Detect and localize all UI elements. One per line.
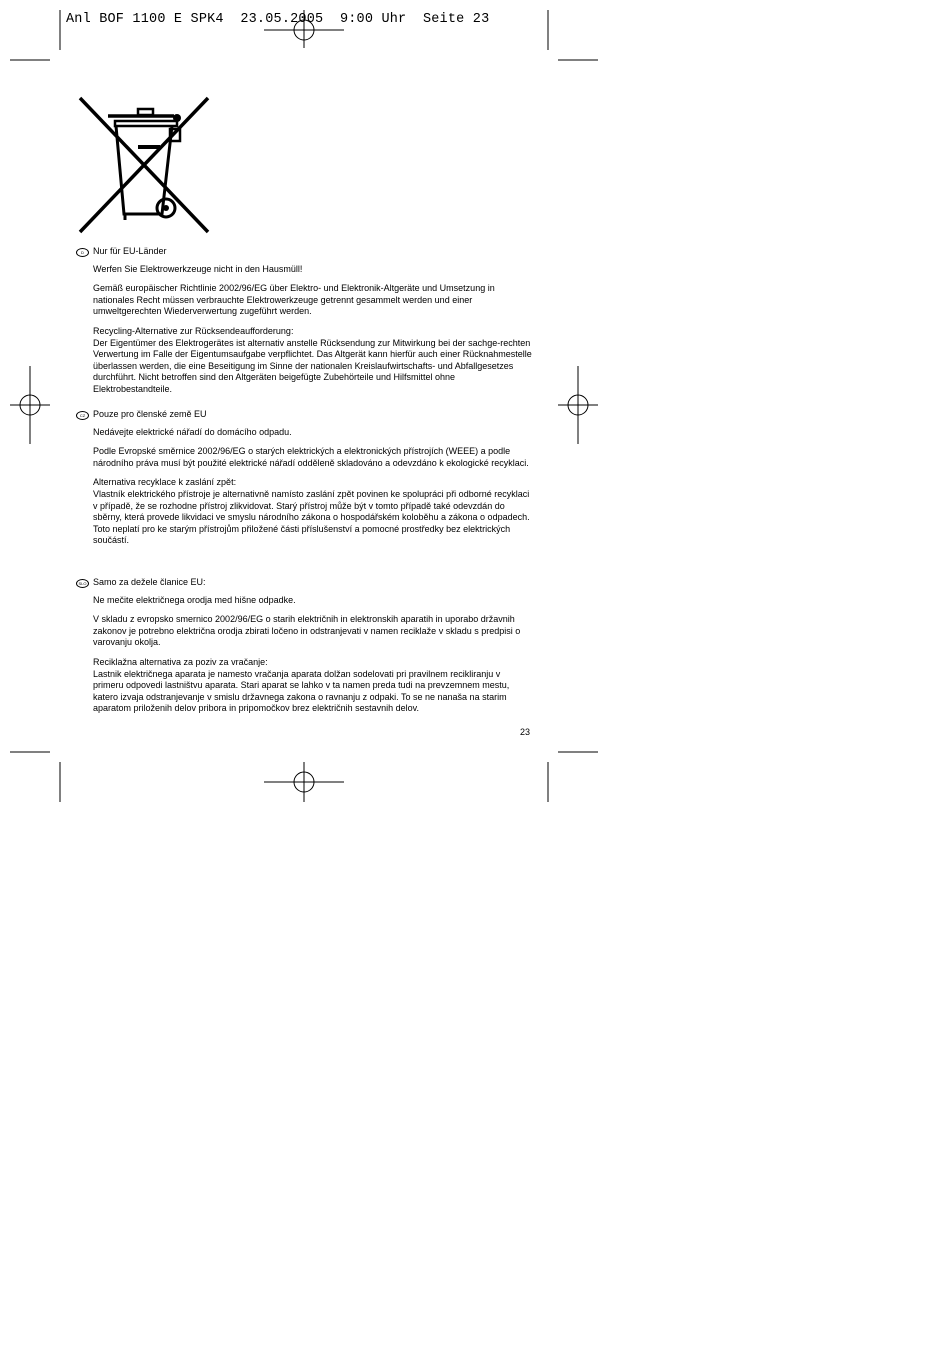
- section-warning: Werfen Sie Elektrowerkzeuge nicht in den Hausmüll!: [93, 263, 303, 274]
- section-heading: Samo za dežele članice EU:: [93, 577, 206, 587]
- section-subheading: Reciklažna alternativa za poziv za vračanje:: [93, 656, 268, 667]
- language-flag-slo: SLO: [76, 579, 89, 588]
- section-heading: Pouze pro členské země EU: [93, 409, 207, 419]
- section-paragraph: Gemäß europäischer Richtlinie 2002/96/EG über Elektro- und Elektronik-Altgeräte und Umsetzung in nationales Recht müssen verbrauchte Elektrowerkzeuge getrennt gesammelt werden und einer umweltgerechten Wiederverwertung zugeführt werden.: [93, 283, 495, 317]
- section-paragraph: Podle Evropské směrnice 2002/96/EG o starých elektrických a elektronických přístrojích (WEEE) a podle národního práva musí být použité elektrické nářadí odděleně skladováno a odevzdáno k ekologické recyklaci.: [93, 446, 529, 468]
- section-heading: Nur für EU-Länder: [93, 246, 167, 256]
- section-subheading: Recycling-Alternative zur Rücksendeaufforderung:: [93, 325, 294, 336]
- language-flag-de: D: [76, 248, 89, 257]
- section-subheading: Alternativa recyklace k zaslání zpět:: [93, 477, 237, 488]
- section-de: [93, 246, 533, 396]
- print-header: Anl BOF 1100 E SPK4 23.05.2005 9:00 Uhr Seite 23: [66, 12, 490, 27]
- section-warning: Nedávejte elektrické nářadí do domácího odpadu.: [93, 426, 292, 437]
- section-paragraph: Lastnik električnega aparata je namesto vračanja aparata dolžan sodelovati pri pravilnem recikliranju v primeru odpovedi lastništvu aparata. Stari aparat se lahko v ta namen preda tudi na prevzemnem mestu, katero izvaja odstranjevanje v smislu državnega zakona o ravnanju z odpaki. To se ne nanaša na starim aparatom priloženih delov pribora in pripomočkov brez električnih sestavnih delov.: [93, 668, 510, 714]
- language-flag-cz: CZ: [76, 411, 89, 420]
- section-cz: [93, 409, 533, 547]
- crossed-out-wheelie-bin-icon: [78, 96, 210, 234]
- section-slo: [93, 577, 533, 715]
- section-paragraph: Vlastník elektrického přístroje je alternativně namísto zaslání zpět povinen ke spolupráci při odborné recyklaci v případě, že se rozhodne přístroj zlikvidovat. Starý přístroj může být v tomto případě také odevzdán do sběrny, která provede likvidaci ve smyslu národního zákona o hospodářském koloběhu a zákona o odpadech. Toto neplatí pro ke starým přístrojům přiložené části příslušenství a pomocné prostředky bez elektrických součástí.: [93, 488, 530, 546]
- section-paragraph: V skladu z evropsko smernico 2002/96/EG o starih električnih in elektronskih aparatih in uporabo državnih zakonov je potrebno električna orodja zbirati ločeno in odstranjevati v namen reciklaže v skladu s predpisi o varovanju okolja.: [93, 614, 521, 648]
- section-warning: Ne mečite električnega orodja med hišne odpadke.: [93, 594, 296, 605]
- page-number: 23: [520, 727, 531, 737]
- section-paragraph: Der Eigentümer des Elektrogerätes ist alternativ anstelle Rücksendung zur Mitwirkung bei der sachge-rechten Verwertung im Falle der Eigentumsaufgabe verpflichtet. Das Altgerät kann hierfür auch einer Rücknahmestelle überlassen werden, die eine Beseitigung im Sinne der nationalen Kreislaufwirtschafts- und Abfallgesetzes durchführt. Nicht betroffen sind den Altgeräten beigefügte Zubehörteile und Hilfsmittel ohne Elektrobestandteile.: [93, 337, 532, 394]
